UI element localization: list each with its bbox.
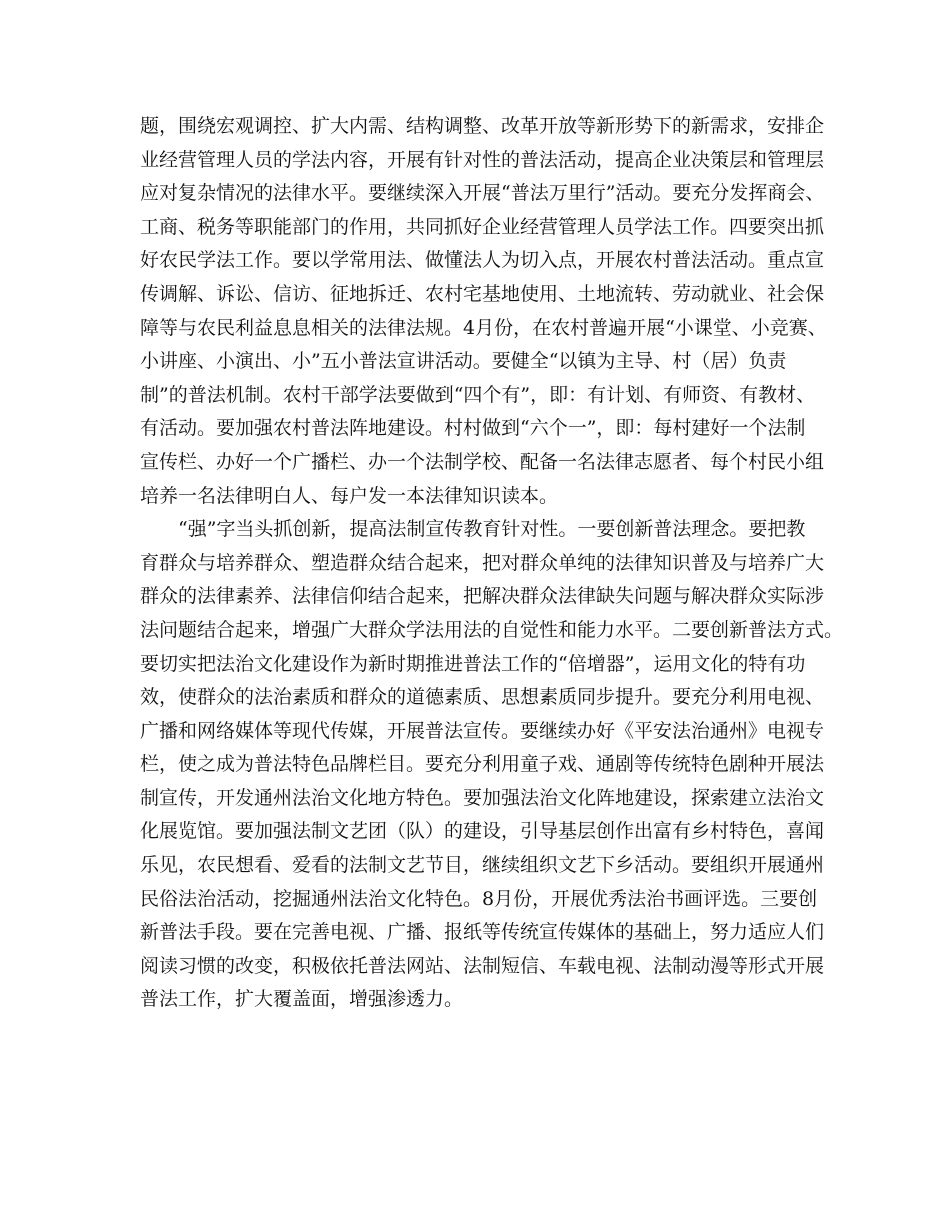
text-line: [140, 480, 820, 514]
text-line: [140, 278, 825, 312]
paragraph: [140, 513, 844, 1017]
line-text: 要切实把法治文化建设作为新时期推进普法工作的“倍增器”，运用文化的特有功: [140, 652, 806, 675]
line-text: 化展览馆。要加强法制文艺团（队）的建设，引导基层创作出富有乡村特色，喜闻: [140, 820, 825, 843]
text-line: [140, 648, 820, 682]
text-line: [140, 144, 825, 178]
text-line: [140, 580, 825, 614]
text-line: [140, 446, 825, 480]
line-text: 宣传栏、办好一个广播栏、办一个法制学校、配备一名法律志愿者、每个村民小组: [140, 450, 825, 473]
text-line: [140, 513, 820, 547]
text-line: [140, 782, 825, 816]
text-line: [140, 412, 820, 446]
line-text: 民俗法治活动，挖掘通州法治文化特色。8月份，开展优秀法治书画评选。三要创: [140, 887, 818, 910]
line-text: 业经营管理人员的学法内容，开展有针对性的普法活动，提高企业决策层和管理层: [140, 148, 825, 171]
line-text: 工商、税务等职能部门的作用，共同抓好企业经营管理人员学法工作。四要突出抓: [140, 215, 825, 238]
text-line: [140, 244, 825, 278]
paragraph: [140, 110, 827, 513]
text-line: [140, 312, 827, 346]
text-line: [140, 815, 825, 849]
line-text: 好农民学法工作。要以学常用法、做懂法人为切入点，开展农村普法活动。重点宣: [140, 249, 825, 272]
line-text: 法问题结合起来，增强广大群众学法用法的自觉性和能力水平。二要创新普法方式。: [140, 618, 844, 641]
line-text: 培养一名法律明白人、每户发一本法律知识读本。: [140, 484, 559, 507]
line-text: 新普法手段。要在完善电视、广播、报纸等传统宣传媒体的基础上，努力适应人们: [140, 921, 825, 944]
line-text: 制宣传，开发通州法治文化地方特色。要加强法治文化阵地建设，探索建立法治文: [140, 786, 825, 809]
text-line: [140, 345, 820, 379]
line-text: 普法工作，扩大覆盖面，增强渗透力。: [140, 988, 464, 1011]
document-body: [140, 110, 844, 1017]
text-line: [140, 849, 825, 883]
line-text: 应对复杂情况的法律水平。要继续深入开展“普法万里行”活动。要充分发挥商会、: [140, 182, 825, 205]
text-line: [140, 681, 825, 715]
line-text: 制”的普法机制。农村干部学法要做到“四个有”，即：有计划、有师资、有教材、: [140, 383, 816, 406]
text-line: [140, 883, 820, 917]
text-line: [140, 748, 825, 782]
text-line: [140, 715, 825, 749]
line-text: “强”字当头抓创新，提高法制宣传教育针对性。一要创新普法理念。要把教: [178, 518, 806, 541]
line-text: 广播和网络媒体等现代传媒，开展普法宣传。要继续办好《平安法治通州》电视专: [140, 719, 825, 742]
line-text: 传调解、诉讼、信访、征地拆迁、农村宅基地使用、土地流转、劳动就业、社会保: [140, 282, 825, 305]
line-text: 阅读习惯的改变，积极依托普法网站、法制短信、车载电视、法制动漫等形式开展: [140, 954, 825, 977]
line-text: 群众的法律素养、法律信仰结合起来，把解决群众法律缺失问题与解决群众实际涉: [140, 585, 825, 608]
text-line: [140, 916, 825, 950]
line-text: 有活动。要加强农村普法阵地建设。村村做到“六个一”，即：每村建好一个法制: [140, 417, 806, 440]
text-line: [140, 379, 820, 413]
text-line: [140, 614, 844, 648]
line-text: 障等与农民利益息息相关的法律法规。4月份，在农村普遍开展“小课堂、小竞赛、: [140, 316, 827, 339]
text-line: [140, 110, 825, 144]
text-line: [140, 211, 825, 245]
line-text: 栏，使之成为普法特色品牌栏目。要充分利用童子戏、通剧等传统特色剧种开展法: [140, 753, 825, 776]
text-line: [140, 950, 825, 984]
text-line: [140, 983, 820, 1017]
line-text: 题，围绕宏观调控、扩大内需、结构调整、改革开放等新形势下的新需求，安排企: [140, 115, 825, 137]
line-text: 乐见，农民想看、爱看的法制文艺节目，继续组织文艺下乡活动。要组织开展通州: [140, 854, 825, 877]
text-line: [140, 547, 825, 581]
text-line: [140, 177, 825, 211]
line-text: 育群众与培养群众、塑造群众结合起来，把对群众单纯的法律知识普及与培养广大: [140, 551, 825, 574]
line-text: 小讲座、小演出、小”五小普法宣讲活动。要健全“以镇为主导、村（居）负责: [140, 350, 787, 373]
line-text: 效，使群众的法治素质和群众的道德素质、思想素质同步提升。要充分利用电视、: [140, 686, 825, 709]
